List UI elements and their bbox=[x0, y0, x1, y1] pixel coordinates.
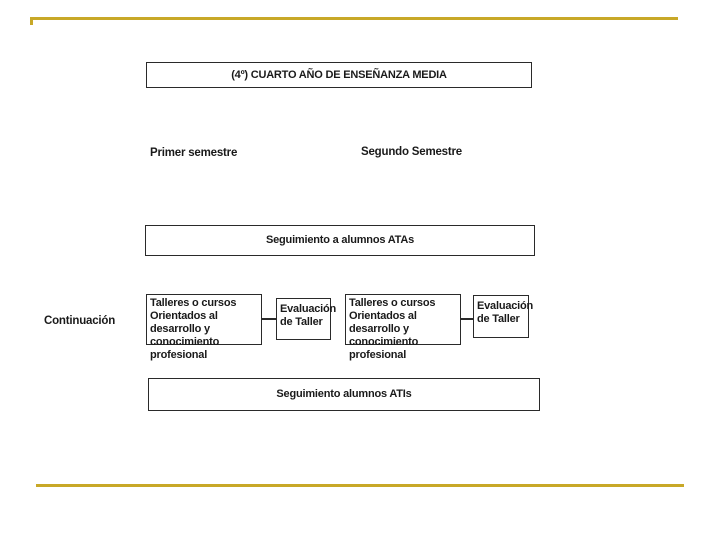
bottom-rule bbox=[36, 484, 684, 487]
continuation-label: Continuación bbox=[44, 315, 116, 327]
follow-ata-box bbox=[145, 225, 535, 256]
top-rule-tick bbox=[30, 17, 33, 25]
connector-left bbox=[262, 318, 276, 320]
workshop-right-box: Talleres o cursos Orientados al desarrollo y conocimiento profesional bbox=[345, 294, 461, 345]
title-text: (4º) CUARTO AÑO DE ENSEÑANZA MEDIA bbox=[231, 68, 447, 81]
evaluation-left-box: Evaluación de Taller bbox=[276, 298, 331, 340]
follow-ati-box bbox=[148, 378, 540, 411]
connector-right bbox=[461, 318, 473, 320]
follow-ati-text: Seguimiento alumnos ATIs bbox=[276, 388, 412, 400]
evaluation-right-box: Evaluación de Taller bbox=[473, 295, 529, 338]
semester-1-label: Primer semestre bbox=[150, 147, 238, 159]
workshop-left-box: Talleres o cursos Orientados al desarrollo y conocimiento profesional bbox=[146, 294, 262, 345]
title-box bbox=[146, 62, 532, 88]
semester-2-label: Segundo Semestre bbox=[361, 146, 462, 158]
top-rule bbox=[30, 17, 678, 20]
follow-ata-text: Seguimiento a alumnos ATAs bbox=[265, 234, 414, 246]
